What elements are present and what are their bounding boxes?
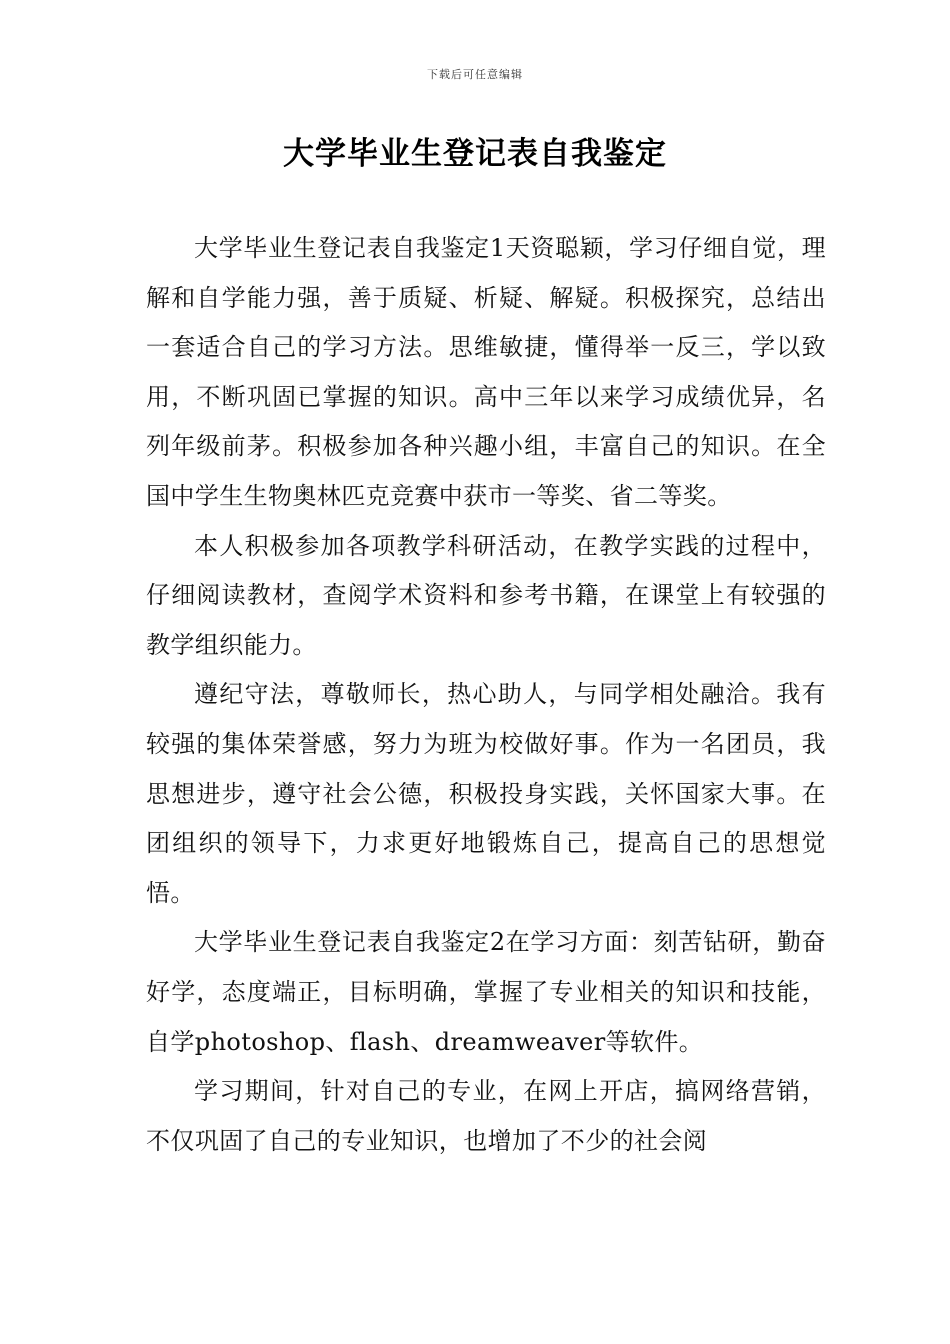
paragraph-5: 学习期间，针对自己的专业，在网上开店，搞网络营销，不仅巩固了自己的专业知识，也增加了不少的社会阅 [146,1077,826,1155]
paragraph-1: 大学毕业生登记表自我鉴定1天资聪颖，学习仔细自觉，理解和自学能力强，善于质疑、析疑、解疑。积极探究，总结出一套适合自己的学习方法。思维敏捷，懂得举一反三，学以致用，不断巩固已掌握的知识。高中三年以来学习成绩优异，名列年级前茅。积极参加各种兴趣小组，丰富自己的知识。在全国中学生生物奥林匹克竞赛中获市一等奖、省二等奖。 [146,234,826,510]
document-body [146,224,826,1166]
document-title: 大学毕业生登记表自我鉴定 [283,136,667,172]
paragraph-4: 大学毕业生登记表自我鉴定2在学习方面：刻苦钻研，勤奋好学，态度端正，目标明确，掌握了专业相关的知识和技能，自学photoshop、flash、dreamweaver等软件。 [146,928,826,1056]
paragraph-3: 遵纪守法，尊敬师长，热心助人，与同学相处融洽。我有较强的集体荣誉感，努力为班为校做好事。作为一名团员，我思想进步，遵守社会公德，积极投身实践，关怀国家大事。在团组织的领导下，力求更好地锻炼自己，提高自己的思想觉悟。 [146,680,826,907]
paragraph-2: 本人积极参加各项教学科研活动，在教学实践的过程中，仔细阅读教材，查阅学术资料和参考书籍，在课堂上有较强的教学组织能力。 [146,531,826,659]
header-note: 下载后可任意编辑 [427,68,523,81]
